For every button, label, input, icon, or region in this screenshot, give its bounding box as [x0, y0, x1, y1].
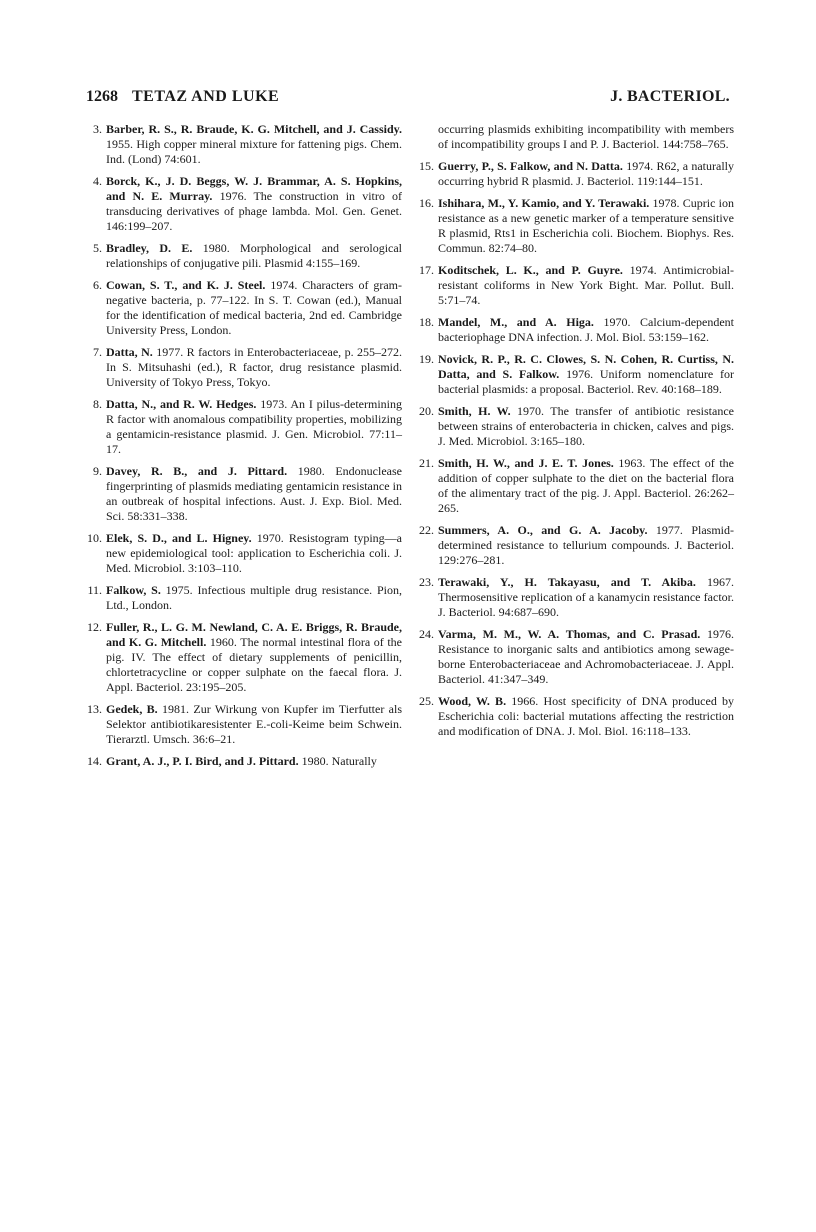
reference-item: [86, 583, 402, 613]
reference-item: [86, 531, 402, 576]
reference-text: 1974. R62, a naturally occurring hybrid R plasmid. J. Bacteriol. 119:144–151.: [438, 159, 734, 188]
reference-text: 1978. Cupric ion resistance as a new genetic marker of a temperature sensitive R plasmid, Rts1 in Escherichia coli. Biochem. Biophys. Res. Commun. 82:74–80.: [438, 196, 734, 255]
reference-number: 6.: [93, 278, 102, 292]
reference-authors: Borck, K., J. D. Beggs, W. J. Brammar, A. S. Hopkins, and N. E. Murray.: [106, 174, 402, 203]
reference-text: 1973. An I pilus-determining R factor with anomalous compatibility properties, mobilizing a gentamicin-resistance plasmid. J. Gen. Microbiol. 77:11–17.: [106, 397, 402, 456]
reference-item: [418, 159, 734, 189]
reference-item: [86, 397, 402, 457]
reference-item: [86, 345, 402, 390]
reference-number: 25.: [419, 694, 434, 708]
reference-authors: Novick, R. P., R. C. Clowes, S. N. Cohen, R. Curtiss, N. Datta, and S. Falkow.: [438, 352, 734, 381]
reference-item: [86, 174, 402, 234]
reference-number: 15.: [419, 159, 434, 173]
reference-authors: Bradley, D. E.: [106, 241, 193, 255]
reference-item: [418, 456, 734, 516]
reference-authors: Cowan, S. T., and K. J. Steel.: [106, 278, 266, 292]
reference-authors: Datta, N., and R. W. Hedges.: [106, 397, 257, 411]
reference-item: [418, 263, 734, 308]
reference-text: 1970. The transfer of antibiotic resistance between strains of enterobacteria in chicken, calves and pigs. J. Med. Microbiol. 3:165–180.: [438, 404, 734, 448]
reference-text: 1974. Antimicrobial-resistant coliforms in New York Bight. Mar. Pollut. Bull. 5:71–74.: [438, 263, 735, 307]
reference-text: 1970. Resistogram typing—a new epidemiological tool: application to Escherichia coli. J. Med. Microbiol. 3:103–110.: [106, 531, 402, 575]
reference-authors: Varma, M. M., W. A. Thomas, and C. Prasad.: [438, 627, 701, 641]
references-left-column: [86, 122, 402, 776]
reference-text: 1976. Uniform nomenclature for bacterial plasmids: a proposal. Bacteriol. Rev. 40:168–189.: [438, 367, 734, 396]
reference-authors: Davey, R. B., and J. Pittard.: [106, 464, 288, 478]
reference-text: 1980. Naturally: [301, 754, 377, 768]
reference-authors: Koditschek, L. K., and P. Guyre.: [438, 263, 623, 277]
reference-text: 1981. Zur Wirkung von Kupfer im Tierfutter als Selektor antibiotikaresistenter E.-coli-Keime beim Schwein. Tierarztl. Umsch. 36:6–21.: [106, 702, 403, 746]
reference-item: [418, 523, 734, 568]
reference-authors: Barber, R. S., R. Braude, K. G. Mitchell, and J. Cassidy.: [106, 122, 402, 136]
reference-authors: Grant, A. J., P. I. Bird, and J. Pittard.: [106, 754, 299, 768]
reference-item: [418, 196, 734, 256]
reference-number: 20.: [419, 404, 434, 418]
reference-number: 17.: [419, 263, 434, 277]
reference-text: 1975. Infectious multiple drug resistance. Pion, Ltd., London.: [106, 583, 402, 612]
reference-item: [86, 702, 402, 747]
reference-item: [86, 241, 402, 271]
reference-text: 1960. The normal intestinal flora of the pig. IV. The effect of dietary supplements of penicillin, chlortetracycline or copper sulphate on the faecal flora. J. Appl. Bacteriol. 23:195–205.: [106, 635, 403, 694]
page-number: 1268: [86, 88, 118, 105]
reference-authors: Mandel, M., and A. Higa.: [438, 315, 594, 329]
reference-authors: Ishihara, M., Y. Kamio, and Y. Terawaki.: [438, 196, 650, 210]
reference-text: 1980. Morphological and serological relationships of conjugative pili. Plasmid 4:155–169.: [106, 241, 403, 270]
reference-number: 9.: [93, 464, 102, 478]
reference-text: 1976. The construction in vitro of transducing derivatives of phage lambda. Mol. Gen. Genet. 146:199–207.: [106, 189, 402, 233]
reference-number: 8.: [93, 397, 102, 411]
reference-text: 1955. High copper mineral mixture for fattening pigs. Chem. Ind. (Lond) 74:601.: [106, 137, 402, 166]
journal-name: J. BACTERIOL.: [610, 88, 730, 105]
reference-text: 1977. R factors in Enterobacteriaceae, p. 255–272. In S. Mitsuhashi (ed.), R factor, drug resistance plasmid. University of Tokyo Press, Tokyo.: [106, 345, 403, 389]
reference-authors: Elek, S. D., and L. Higney.: [106, 531, 252, 545]
reference-text: 1977. Plasmid-determined resistance to tellurium compounds. J. Bacteriol. 129:276–281.: [438, 523, 735, 567]
reference-authors: Terawaki, Y., H. Takayasu, and T. Akiba.: [438, 575, 696, 589]
reference-item: [418, 315, 734, 345]
reference-item: [418, 694, 734, 739]
page-header: [0, 88, 816, 110]
reference-authors: Guerry, P., S. Falkow, and N. Datta.: [438, 159, 623, 173]
reference-number: 3.: [93, 122, 102, 136]
reference-continuation: occurring plasmids exhibiting incompatibility with members of incompatibility groups I and P. J. Bacteriol. 144:758–765.: [438, 122, 734, 151]
reference-authors: Summers, A. O., and G. A. Jacoby.: [438, 523, 648, 537]
reference-item: [86, 122, 402, 167]
reference-authors: Fuller, R., L. G. M. Newland, C. A. E. Briggs, R. Braude, and K. G. Mitchell.: [106, 620, 402, 649]
reference-text: 1967. Thermosensitive replication of a kanamycin resistance factor. J. Bacteriol. 94:687–690.: [438, 575, 734, 619]
reference-text: 1980. Endonuclease fingerprinting of plasmids mediating gentamicin resistance in an outbreak of hospital infections. Aust. J. Exp. Biol. Med. Sci. 58:331–338.: [106, 464, 402, 523]
reference-text: 1976. Resistance to inorganic salts and antibiotics among sewage-borne Enterobacteriaceae and Achromobacteriaceae. J. Appl. Bacteriol. 41:347–349.: [438, 627, 735, 686]
reference-item: [86, 278, 402, 338]
reference-number: 5.: [93, 241, 102, 255]
reference-item: [86, 754, 402, 769]
reference-number: 18.: [419, 315, 434, 329]
reference-number: 19.: [419, 352, 434, 366]
references-right-column: [418, 122, 734, 746]
reference-number: 14.: [87, 754, 102, 768]
reference-text: 1974. Characters of gram-negative bacteria, p. 77–122. In S. T. Cowan (ed.), Manual for the identification of medical bacteria, 2nd ed. Cambridge University Press, London.: [106, 278, 403, 337]
reference-item: [418, 575, 734, 620]
reference-text: 1966. Host specificity of DNA produced by Escherichia coli: bacterial mutations affecting the restriction and modification of DNA. J. Mol. Biol. 16:118–133.: [438, 694, 735, 738]
reference-authors: Wood, W. B.: [438, 694, 507, 708]
reference-item: [86, 464, 402, 524]
reference-number: 23.: [419, 575, 434, 589]
reference-number: 10.: [87, 531, 102, 545]
reference-number: 16.: [419, 196, 434, 210]
reference-text: 1963. The effect of the addition of copper sulphate to the diet on the bacterial flora of the alimentary tract of the pig. J. Appl. Bacteriol. 26:262–265.: [438, 456, 735, 515]
reference-item: [418, 404, 734, 449]
reference-item: [418, 627, 734, 687]
reference-number: 21.: [419, 456, 434, 470]
reference-authors: Gedek, B.: [106, 702, 158, 716]
reference-number: 12.: [87, 620, 102, 634]
reference-number: 24.: [419, 627, 434, 641]
reference-authors: Datta, N.: [106, 345, 153, 359]
reference-text: 1970. Calcium-dependent bacteriophage DNA infection. J. Mol. Biol. 53:159–162.: [438, 315, 735, 344]
reference-authors: Smith, H. W., and J. E. T. Jones.: [438, 456, 614, 470]
reference-authors: Smith, H. W.: [438, 404, 511, 418]
reference-number: 13.: [87, 702, 102, 716]
reference-number: 4.: [93, 174, 102, 188]
reference-number: 7.: [93, 345, 102, 359]
reference-item: [86, 620, 402, 695]
reference-item: [418, 352, 734, 397]
reference-authors: Falkow, S.: [106, 583, 161, 597]
running-authors: TETAZ AND LUKE: [132, 88, 280, 105]
reference-number: 11.: [87, 583, 102, 597]
reference-number: 22.: [419, 523, 434, 537]
